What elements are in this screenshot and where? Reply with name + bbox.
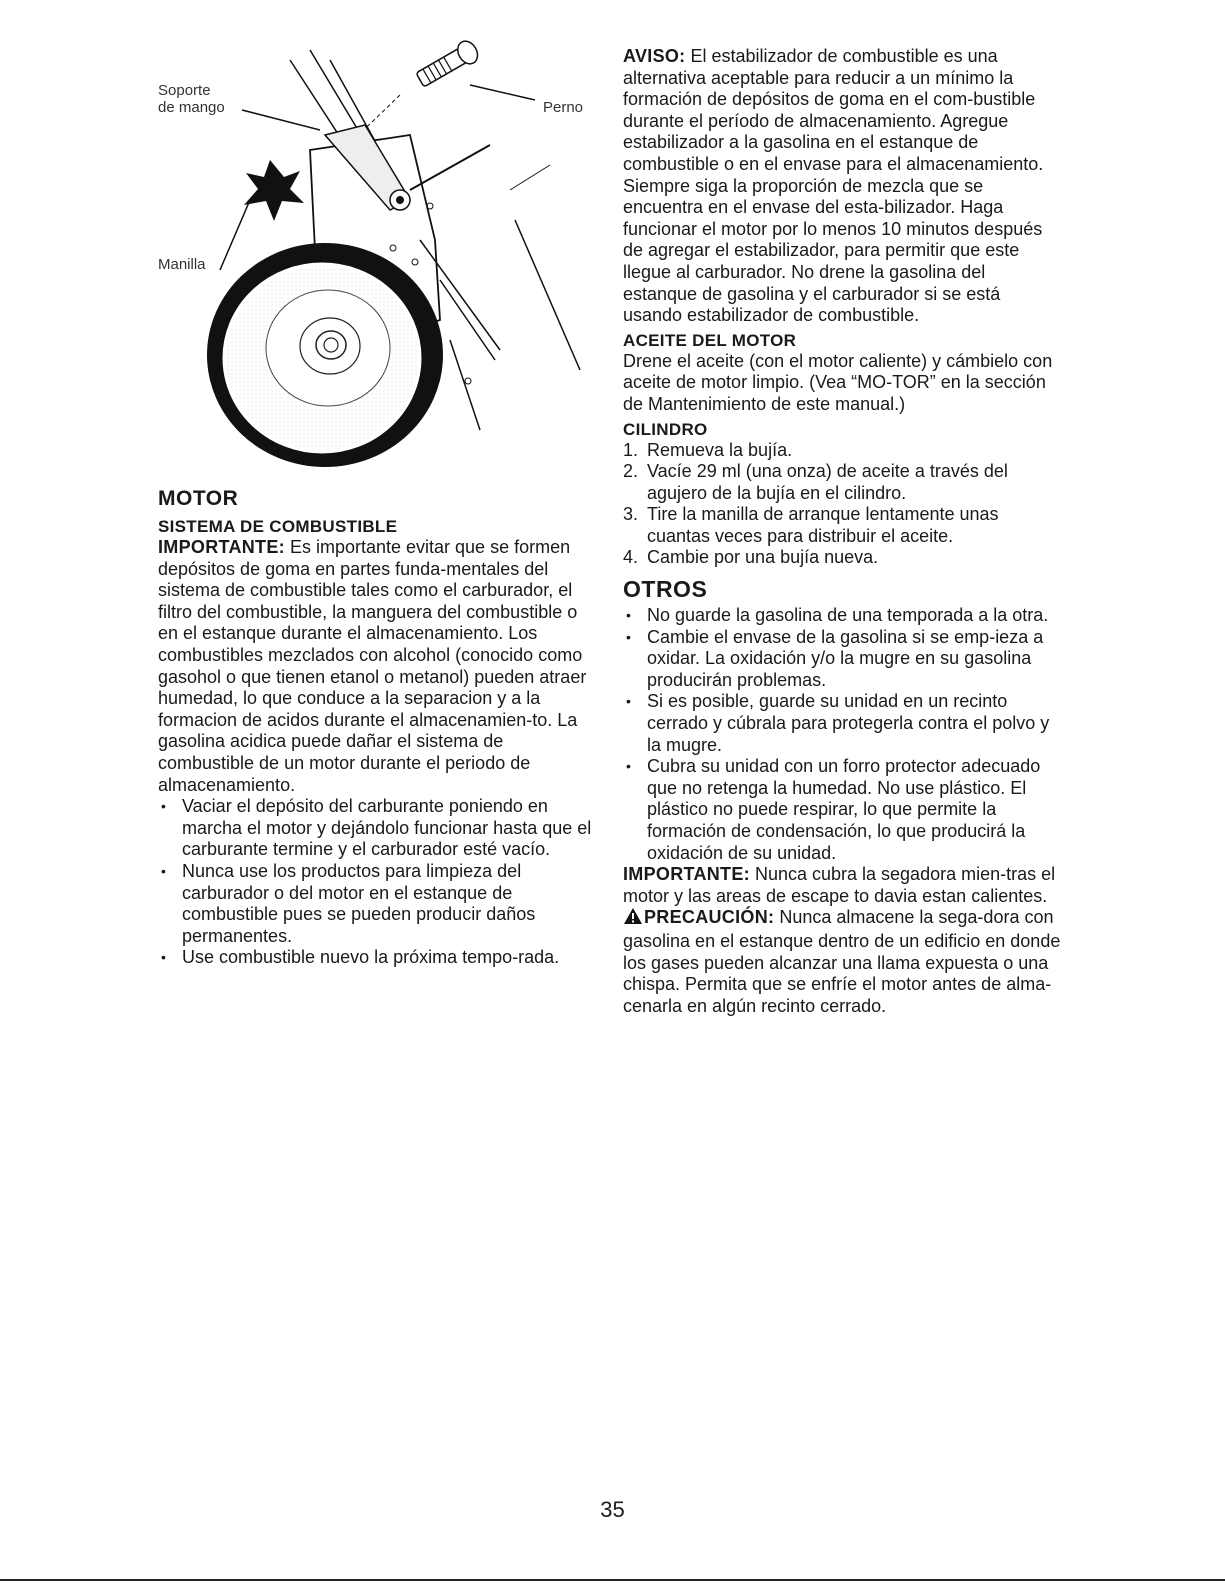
list-item: • Cambie el envase de la gasolina si se emp-ieza a oxidar. La oxidación y/o la mugre en su gasolina producirán problemas. xyxy=(623,627,1063,692)
heading-fuel-system: SISTEMA DE COMBUSTIBLE xyxy=(158,517,398,536)
otros-bullet-list xyxy=(623,605,1063,864)
important-label: IMPORTANTE: xyxy=(158,537,285,557)
bottom-divider xyxy=(0,1579,1225,1581)
right-column xyxy=(623,46,1063,1017)
page-number: 35 xyxy=(600,1497,625,1522)
label-manilla: Manilla xyxy=(158,256,206,273)
step-number: 2. xyxy=(623,461,639,482)
list-item: • Nunca use los productos para limpieza del carburador o del motor en el estanque de combustible pues se pueden producir daños permanentes. xyxy=(158,861,598,947)
important2-label: IMPORTANTE: xyxy=(623,864,750,885)
step-text: Remueva la bujía. xyxy=(647,439,793,460)
engine-oil-paragraph: Drene el aceite (con el motor caliente) y cámbielo con aceite de motor limpio. (Vea “MO-TOR” en la sección de Mantenimiento de este manual.) xyxy=(623,350,1053,414)
warning-triangle-icon xyxy=(623,907,643,931)
list-item: • No guarde la gasolina de una temporada a la otra. xyxy=(623,605,1063,627)
label-perno: Perno xyxy=(543,99,584,116)
list-item xyxy=(623,504,1063,547)
aviso-paragraph xyxy=(623,46,1063,327)
cylinder-steps xyxy=(623,440,1063,570)
fuel-bullet-list xyxy=(158,796,598,969)
list-item xyxy=(623,547,1063,569)
aviso-label: AVISO: xyxy=(623,46,686,66)
heading-motor: MOTOR xyxy=(158,487,239,510)
heading-cylinder: CILINDRO xyxy=(623,419,708,439)
heading-otros: OTROS xyxy=(623,576,708,603)
list-item: • Use combustible nuevo la próxima tempo-rada. xyxy=(158,947,598,969)
label-soporte: Soporte xyxy=(158,82,211,99)
aviso-text: El estabilizador de combustible es una alternativa aceptable para reducir a un mínimo la formación de depósitos de goma en el com-bustible durante el período de almacenamiento. Agregue estabilizador a la gasolina en el estanque de combustible o en el envase para el almacenamiento. Siempre siga la proporción de mezcla que se encuentra en el envase del esta-bilizador. Haga funcionar el motor por lo menos 10 minutos después de agregar el estabilizador, para permitir que este llegue al carburador. No drene la gasolina del estanque de gasolina y el carburador si se está usando estabilizador de combustible. xyxy=(623,46,1044,326)
step-number: 4. xyxy=(623,547,639,568)
heading-engine-oil: ACEITE DEL MOTOR xyxy=(623,330,797,350)
list-item xyxy=(623,440,1063,462)
list-item: • Si es posible, guarde su unidad en un recinto cerrado y cúbrala para protegerla contra el polvo y la mugre. xyxy=(623,691,1063,756)
important-paragraph xyxy=(158,537,598,796)
important2-paragraph xyxy=(623,864,1063,907)
list-item: • Vaciar el depósito del carburante poniendo en marcha el motor y dejándolo funcionar hasta que el carburante termine y el carburador esté vacío. xyxy=(158,796,598,861)
caution-text: Nunca almacene la sega-dora con gasolina en el estanque dentro de un edificio en donde los gases pueden alcanzar una llama expuesta o una chispa. Permita que se enfríe el motor antes de alma-cenarla en algún recinto cerrado. xyxy=(623,907,1061,1016)
step-number: 1. xyxy=(623,439,639,460)
step-text: Tire la manilla de arranque lentamente unas cuantas veces para distribuir el aceite. xyxy=(647,504,999,546)
handle-bracket-illustration xyxy=(150,40,610,470)
label-de-mango: de mango xyxy=(158,99,225,116)
important2-text: Nunca cubra la segadora mien-tras el motor y las areas de escape to davia estan calientes. xyxy=(623,864,1056,906)
caution-label: PRECAUCIÓN: xyxy=(644,907,775,928)
caution-paragraph xyxy=(623,907,1063,1017)
step-text: Vacíe 29 ml (una onza) de aceite a través del agujero de la bujía en el cilindro. xyxy=(647,461,1008,503)
important-text: Es importante evitar que se formen depósitos de goma en partes funda-mentales del sistema de combustible tales como el carburador, el filtro del combustible, la manguera del combustible o en el estanque durante el almacenamiento. Los combustibles mezclados con alcohol (conocido como gasohol o que tienen etanol o metanol) pueden atraer humedad, lo que conduce a la separacion y a la formacion de acidos durante el almacenamien-to. La gasolina acidica puede dañar el sistema de combustible de un motor durante el periodo de almacenamiento. xyxy=(158,537,587,795)
list-item xyxy=(623,461,1063,504)
left-column xyxy=(158,486,598,969)
step-number: 3. xyxy=(623,504,639,525)
list-item: • Cubra su unidad con un forro protector adecuado que no retenga la humedad. No use plástico. El plástico no puede respirar, lo que permite la formación de condensación, lo que producirá la oxidación de su unidad. xyxy=(623,756,1063,864)
step-text: Cambie por una bujía nueva. xyxy=(647,547,879,568)
